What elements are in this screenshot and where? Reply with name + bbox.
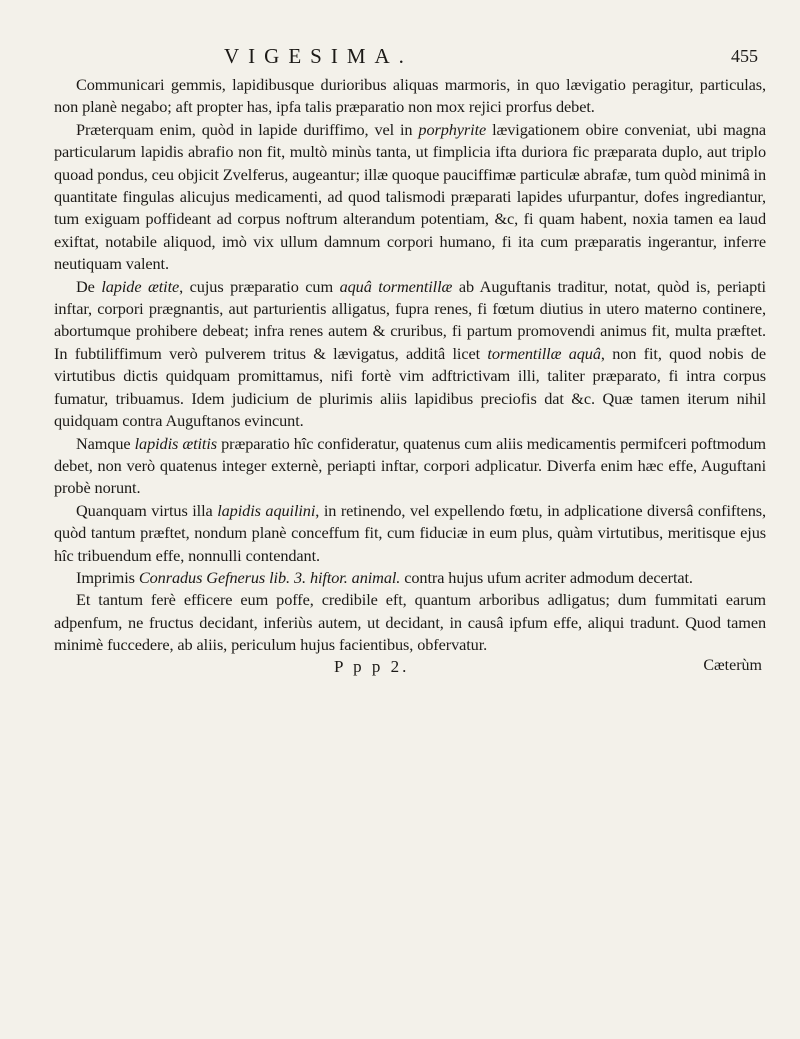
paragraph (54, 433, 766, 500)
text-run: contra hujus ufum acriter admodum decertat. (400, 567, 693, 587)
text-run: Et tantum ferè efficere eum poffe, credibile eft, quantum arboribus adligatus; dum fummitati earum adpenfum, ne fructus decidant, inferiùs autem, ut decidant, in causâ ipfum effe, aliqui tradunt. Quod tamen minimè fuccedere, ab aliis, periculum hujus facientibus, obfervatur. (54, 590, 766, 655)
text-run: De (76, 276, 102, 296)
italic-run: porphyrite (418, 119, 487, 139)
text-run: , non fit, quod nobis de virtutibus dictis quidquam promittamus, nifi fortè vim adftrictivam illi, taliter præparato, fi intra corpus fumatur, tribuamus. Idem judicium de plurimis aliis lapidibus preciofis dat &c. Quæ tamen iterum nihil quidquam contra Auguftanos evincunt. (54, 343, 766, 431)
italic-run: Conradus Gefnerus lib. 3. hiftor. animal. (138, 567, 401, 587)
paragraph (54, 567, 766, 589)
text-run: præparatio hîc confideratur, quatenus cum aliis medicamentis permifceri poftmodum debet, non verò quatenus integer externè, periapti inftar, corpori adplicatur. Diverfa enim hæc effe, Auguftani probè norunt. (54, 433, 766, 498)
italic-run: tormentillæ aquâ (487, 343, 601, 363)
italic-run: lapidis ætitis (134, 433, 218, 453)
signature-mark: P p p 2. (334, 656, 410, 676)
italic-run: aquâ tormentillæ (339, 276, 453, 296)
italic-run: lapidis aquilini (217, 500, 316, 520)
running-title: VIGESIMA. (224, 44, 413, 68)
paragraph (54, 74, 766, 119)
text-run: Quanquam virtus illa (76, 500, 218, 520)
page-foot (54, 657, 766, 681)
text-run: lævigationem obire conveniat, ubi magna particularum lapidis abrafio non fit, multò minùs tanta, ut fimplicia ifta duriora fic præparata duplo, aut triplo quoad pondus, ceu objicit Zvelferus, augeantur; illæ quoque pauciffimæ particulæ abrafæ, tum quòd minimâ in quantitate fingulas alicujus medicamenti, ad quod talismodi præparati lapides ufurpantur, dofes ingrediantur, tum exiguam poffideant ad corpus noftrum alterandum potentiam, &c, fi quam habent, noxia tamen ea laud exiftat, notabile aliquod, imò vix ullum damnum corpori humano, fi ita cum præparatis ingerantur, inferre neutiquam valent. (54, 119, 767, 274)
paragraph (54, 276, 766, 433)
text-run: Communicari gemmis, lapidibusque durioribus aliquas marmoris, in quo lævigatio peragitur, particulas, non planè negabo; aft propter has, ipfa talis præparatio non mox rejici prorfus debet. (54, 75, 766, 117)
text-run: ab Auguftanis traditur, notat, quòd is, periapti inftar, corpori prægnantis, aut parturientis alligatus, fupra renes, fi fœtum diutius in utero materno continere, abortumque prohibere debeat; infra renes autem & cruribus, fi partum promovendi animus fit, multa præftet. In fubtiliffimum verò pulverem tritus & lævigatus, additâ licet (54, 276, 766, 363)
body-text (54, 74, 766, 657)
book-page (54, 40, 766, 1020)
paragraph (54, 589, 766, 656)
text-run: Imprimis (76, 567, 139, 587)
paragraph (54, 500, 766, 567)
text-run: , in retinendo, vel expellendo fœtu, in adplicatione diversâ confiftens, quòd tantum præftet, nondum planè conceffum fit, cum fiduciæ in eum plus, quàm virtutibus, meritisque ejus hîc tribuendum effe, nonnulli contendant. (54, 500, 766, 565)
text-run: Namque (76, 433, 135, 453)
italic-run: lapide ætite (101, 276, 180, 296)
text-run: , cujus præparatio cum (179, 276, 340, 296)
catchword: Cæterùm (703, 656, 762, 674)
running-head (54, 40, 766, 74)
paragraph (54, 119, 766, 276)
page-number: 455 (731, 46, 758, 66)
text-run: Præterquam enim, quòd in lapide duriffimo, vel in (76, 119, 419, 139)
